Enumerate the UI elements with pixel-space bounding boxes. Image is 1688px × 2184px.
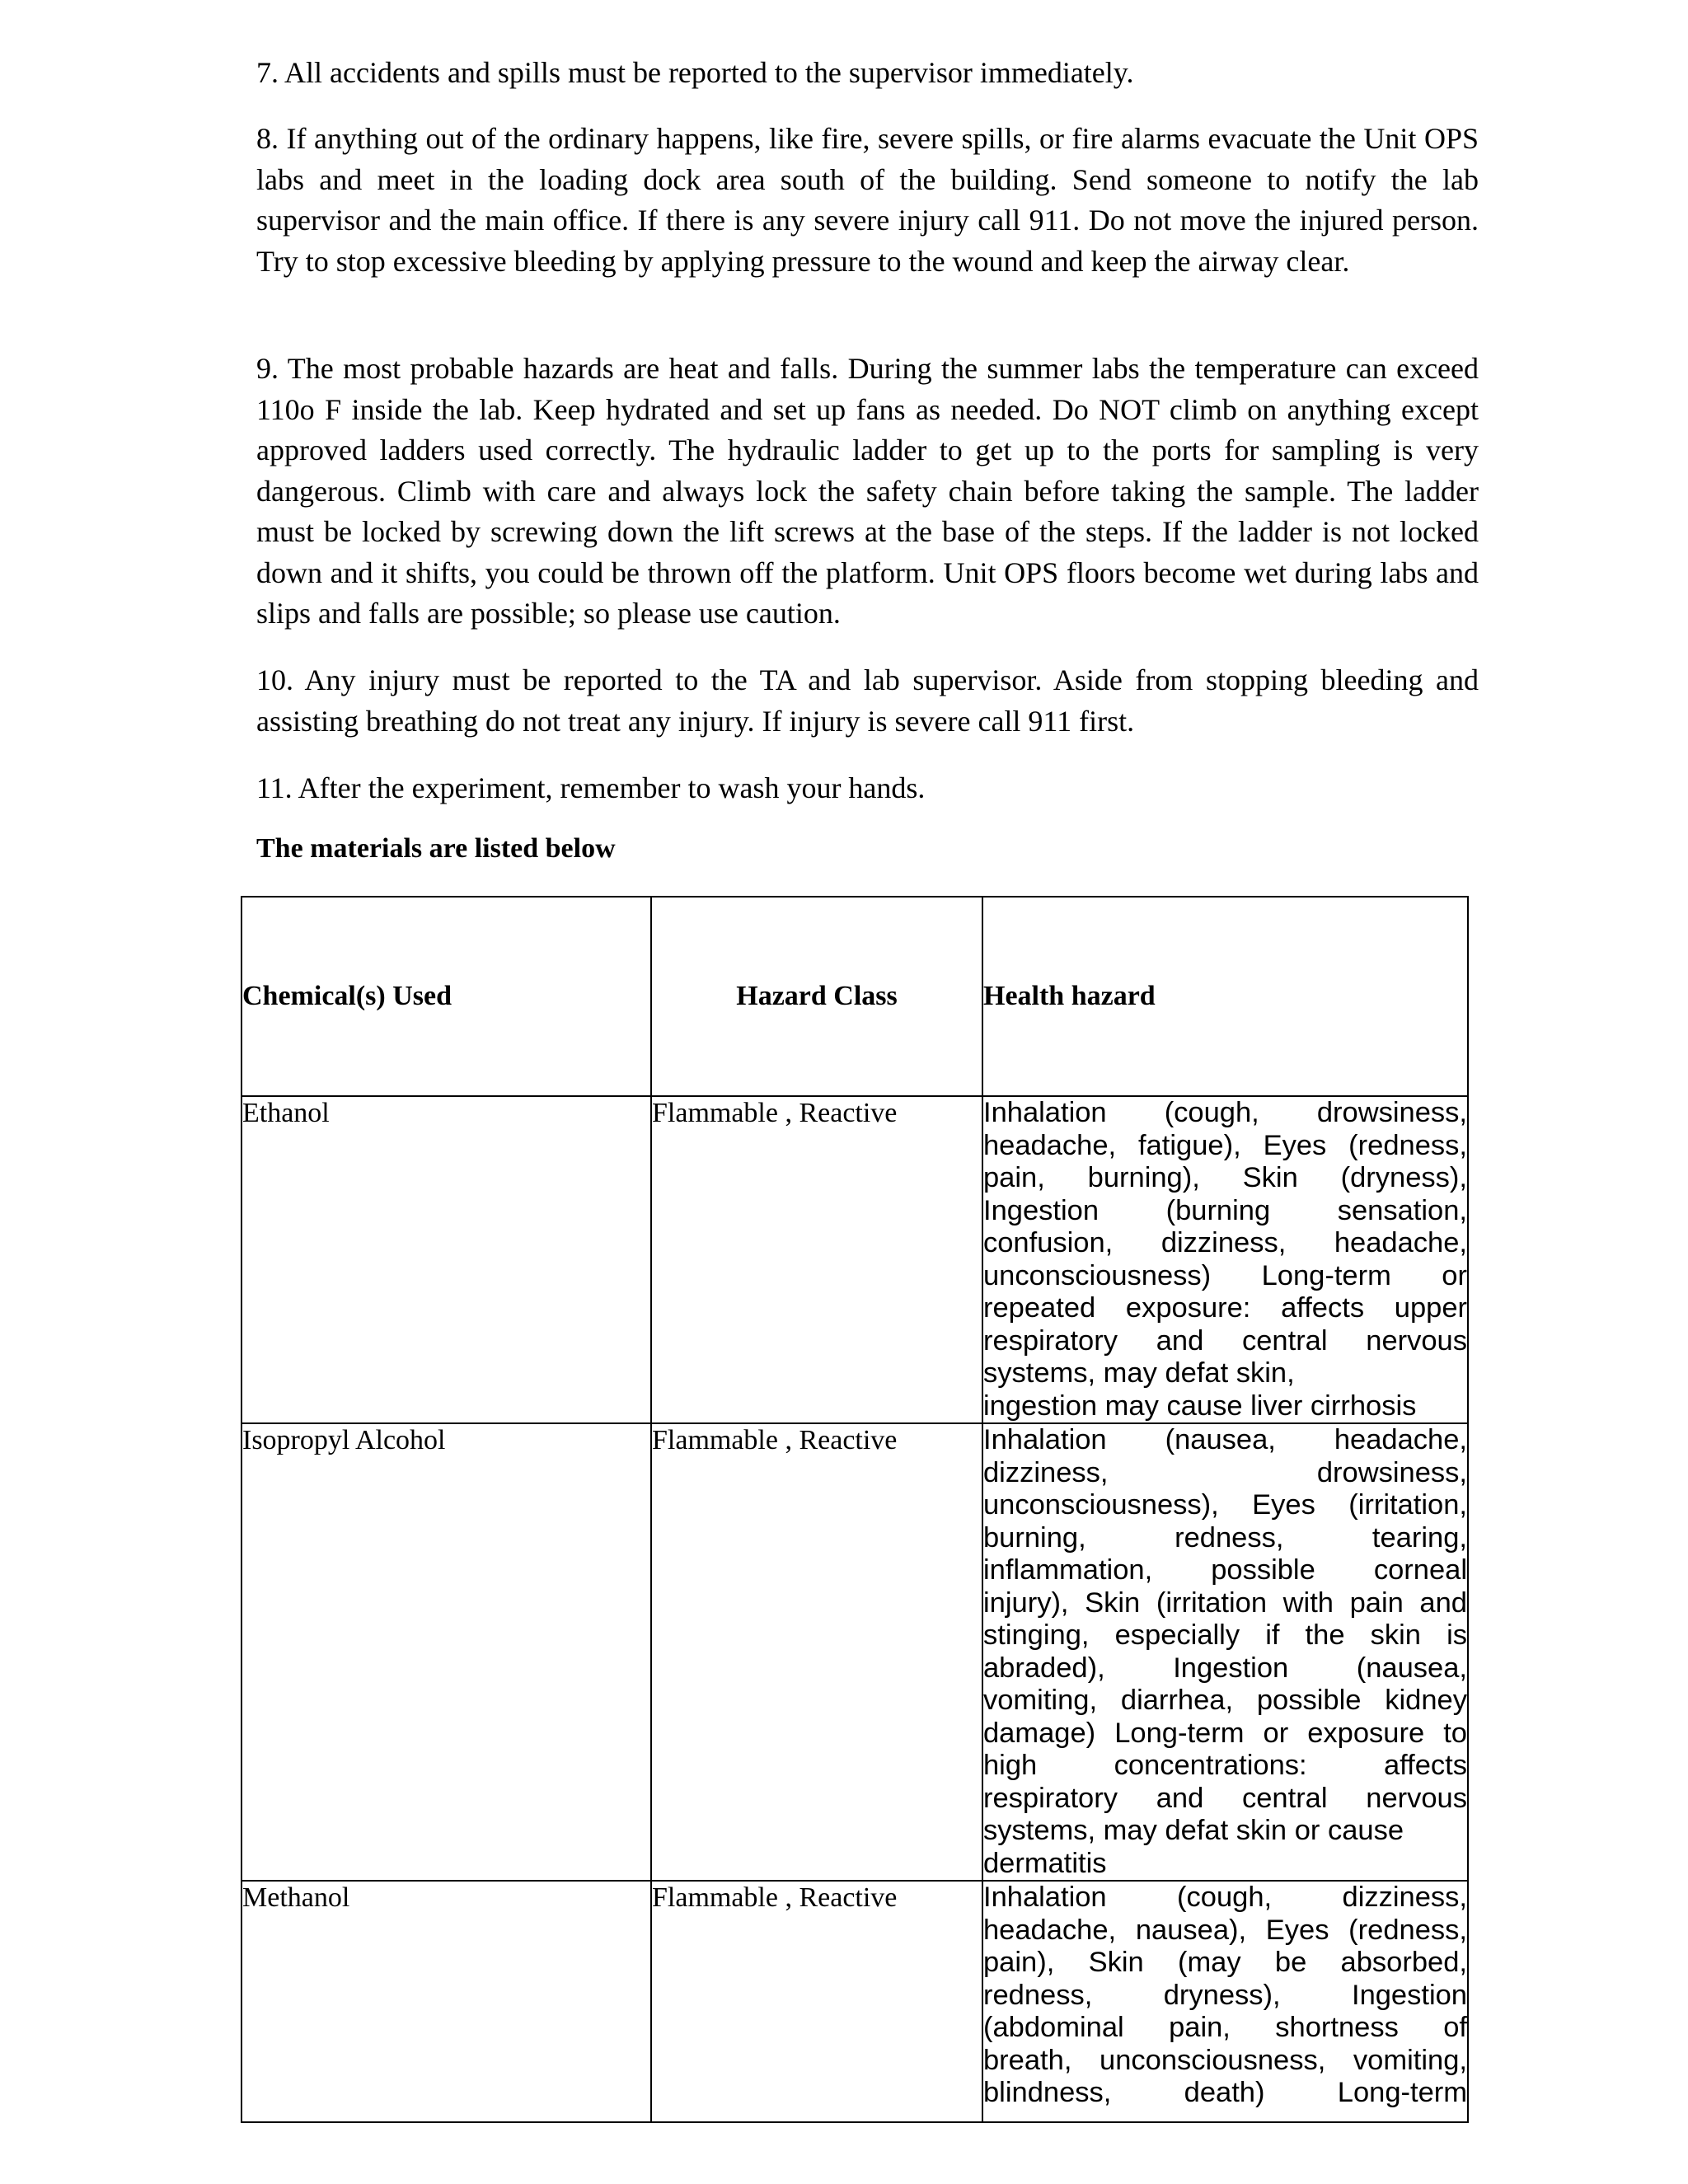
chemical-name: Isopropyl Alcohol	[241, 1423, 651, 1881]
hazard-class: Flammable , Reactive	[651, 1096, 982, 1423]
instruction-item-8: 8. If anything out of the ordinary happens, like fire, severe spills, or fire alarms evacuate the Unit OPS labs and meet in the loading dock area south of the building. Send someone to notify the lab supervisor and the main office. If there is any severe injury call 911. Do not move the injured person. Try to stop excessive bleeding by applying pressure to the wound and keep the airway clear.	[256, 122, 1479, 278]
header-chemical: Chemical(s) Used	[241, 897, 651, 1096]
health-hazard-line: injury), Skin (irritation with pain and	[983, 1586, 1467, 1619]
table-row	[241, 1881, 1468, 2122]
health-hazard-line: dizziness, drowsiness,	[983, 1456, 1467, 1488]
header-hazard-class: Hazard Class	[651, 897, 982, 1096]
health-hazard-line: abraded), Ingestion (nausea,	[983, 1652, 1467, 1684]
health-hazard	[982, 1423, 1468, 1881]
health-hazard	[982, 1881, 1468, 2122]
health-hazard-line: pain), Skin (may be absorbed,	[983, 1947, 1467, 1978]
health-hazard-line: respiratory and central nervous	[983, 1782, 1467, 1814]
health-hazard-line: Inhalation (cough, dizziness,	[983, 1882, 1467, 1913]
chemical-name: Methanol	[241, 1881, 651, 2122]
hazard-class: Flammable , Reactive	[651, 1423, 982, 1881]
health-hazard-line: Inhalation (cough, drowsiness,	[983, 1097, 1467, 1128]
health-hazard-line: Ingestion (burning sensation,	[983, 1194, 1467, 1226]
table-row	[241, 1096, 1468, 1423]
health-hazard	[982, 1096, 1468, 1423]
chemical-name: Ethanol	[241, 1096, 651, 1423]
health-hazard-line: repeated exposure: affects upper	[983, 1292, 1467, 1324]
health-hazard-line: confusion, dizziness, headache,	[983, 1227, 1467, 1258]
health-hazard-line: pain, burning), Skin (dryness),	[983, 1162, 1467, 1193]
health-hazard-line: breath, unconsciousness, vomiting,	[983, 2044, 1467, 2076]
health-hazard-line: respiratory and central nervous	[983, 1324, 1467, 1357]
health-hazard-line: stinging, especially if the skin is	[983, 1619, 1467, 1651]
health-hazard-line: damage) Long-term or exposure to	[983, 1717, 1467, 1749]
health-hazard-line: headache, fatigue), Eyes (redness,	[983, 1129, 1467, 1161]
health-hazard-line: ingestion may cause liver cirrhosis	[983, 1390, 1417, 1422]
health-hazard-line: redness, dryness), Ingestion	[983, 1979, 1467, 2011]
instruction-item-7: 7. All accidents and spills must be reported to the supervisor immediately.	[256, 56, 1134, 89]
materials-table	[241, 896, 1469, 2123]
health-hazard-line: systems, may defat skin,	[983, 1357, 1295, 1389]
materials-heading: The materials are listed below	[256, 833, 616, 864]
health-hazard-line: headache, nausea), Eyes (redness,	[983, 1914, 1467, 1946]
health-hazard-line: high concentrations: affects	[983, 1750, 1467, 1781]
table-row	[241, 1423, 1468, 1881]
health-hazard-line: burning, redness, tearing,	[983, 1521, 1467, 1554]
health-hazard-lines	[983, 1882, 1467, 2110]
health-hazard-line: blindness, death) Long-term	[983, 2077, 1467, 2108]
health-hazard-line: unconsciousness), Eyes (irritation,	[983, 1489, 1467, 1521]
health-hazard-line: Inhalation (nausea, headache,	[983, 1424, 1467, 1455]
health-hazard-lines	[983, 1424, 1467, 1880]
health-hazard-line: (abdominal pain, shortness of	[983, 2012, 1467, 2043]
instruction-item-10: 10. Any injury must be reported to the TA and lab supervisor. Aside from stopping bleeding and assisting breathing do not treat any injury. If injury is severe call 911 first.	[256, 663, 1479, 738]
health-hazard-line: systems, may defat skin or cause	[983, 1815, 1404, 1846]
health-hazard-line: unconsciousness) Long-term or	[983, 1259, 1467, 1291]
health-hazard-line: inflammation, possible corneal	[983, 1554, 1467, 1586]
instruction-item-11: 11. After the experiment, remember to wash your hands.	[256, 771, 926, 804]
health-hazard-line: dermatitis	[983, 1847, 1107, 1879]
health-hazard-line: vomiting, diarrhea, possible kidney	[983, 1685, 1467, 1716]
table-header-row	[241, 897, 1468, 1096]
health-hazard-lines	[983, 1097, 1467, 1422]
header-health-hazard: Health hazard	[982, 897, 1468, 1096]
instruction-item-9: 9. The most probable hazards are heat and falls. During the summer labs the temperature can exceed 110o F inside the lab. Keep hydrated and set up fans as needed. Do NOT climb on anything except approved ladders used correctly. The hydraulic ladder to get up to the ports for sampling is very dangerous. Climb with care and always lock the safety chain before taking the sample. The ladder must be locked by screwing down the lift screws at the base of the steps. If the ladder is not locked down and it shifts, you could be thrown off the platform. Unit OPS floors become wet during labs and slips and falls are possible; so please use caution.	[256, 352, 1479, 630]
hazard-class: Flammable , Reactive	[651, 1881, 982, 2122]
